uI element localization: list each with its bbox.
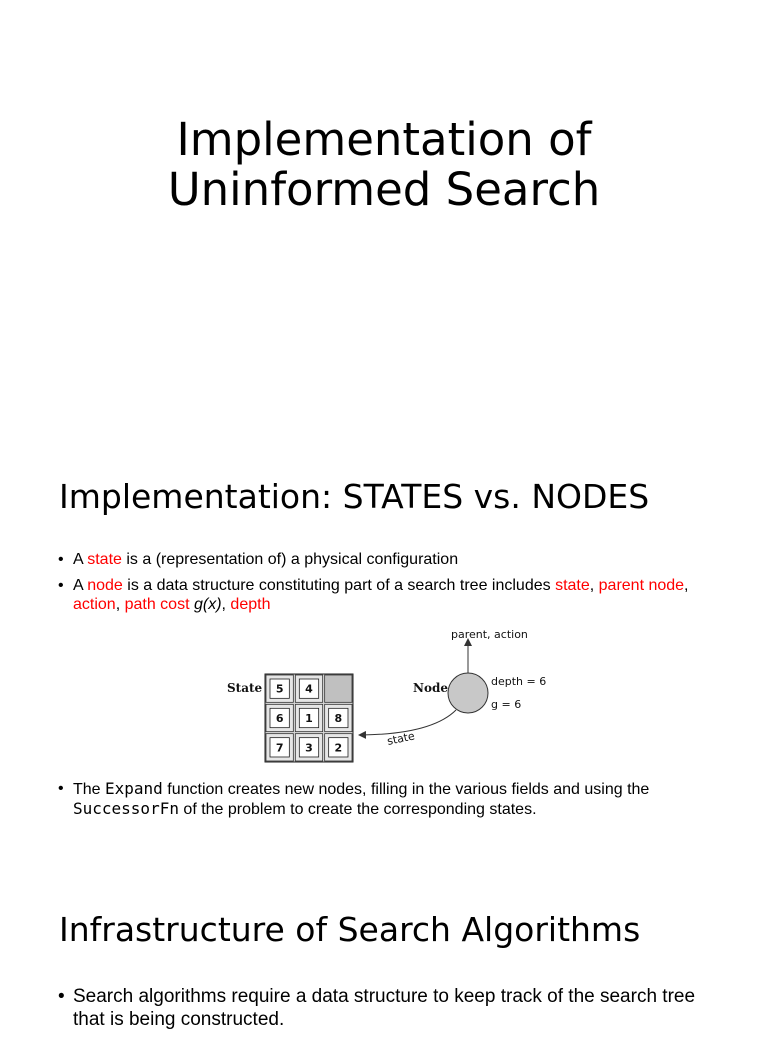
term-depth: depth — [230, 596, 271, 613]
tile-number: 2 — [334, 741, 343, 755]
states-nodes-bullets — [58, 550, 718, 621]
term-path-cost: path cost — [124, 596, 190, 613]
text-run: The — [73, 781, 106, 798]
text-run: , — [115, 596, 125, 613]
tile-number: 8 — [334, 711, 343, 725]
tile-number: 3 — [305, 741, 313, 755]
tile-number: 4 — [305, 682, 313, 696]
bullet-dot: • — [58, 986, 65, 1007]
bullet-state-definition — [58, 550, 718, 569]
g-label: g = 6 — [491, 698, 522, 711]
expand-bullets — [58, 779, 718, 826]
text-run: A — [73, 551, 88, 568]
bullet-text: Search algorithms require a data structure to keep track of the search tree that is being constructed. — [73, 986, 696, 1030]
slide-title-line2: Uninformed Search — [167, 163, 601, 216]
bullet-dot: • — [58, 551, 64, 568]
puzzle-grid — [265, 674, 353, 762]
tile-number: 7 — [275, 741, 284, 755]
node-circle — [448, 673, 488, 713]
text-run: function creates new nodes, filling in the various fields and using the — [162, 781, 650, 798]
text-run: is a (representation of) a physical configuration — [121, 551, 459, 568]
node-label: Node — [413, 681, 448, 695]
code-successorfn: SuccessorFn — [73, 799, 179, 818]
parent-action-label: parent, action — [451, 628, 528, 641]
slide-title-line1: Implementation of — [176, 113, 592, 166]
term-state: state — [87, 551, 122, 568]
tile-number: 6 — [275, 711, 284, 725]
term-action: action — [73, 596, 116, 613]
bullet-dot: • — [58, 577, 64, 594]
term-node: node — [87, 577, 123, 594]
bullet-expand-function — [58, 779, 718, 819]
blank-tile — [325, 675, 352, 702]
text-run: of the problem to create the corresponding states. — [178, 801, 537, 818]
bullet-node-definition — [58, 576, 718, 614]
bullet-dot: • — [58, 780, 64, 797]
section-heading-states-nodes: Implementation: STATES vs. NODES — [59, 477, 650, 516]
term-gx: g(x) — [189, 596, 222, 613]
term-state: state — [555, 577, 590, 594]
infrastructure-bullets — [58, 985, 718, 1038]
slide-title — [0, 115, 768, 215]
code-expand: Expand — [105, 779, 163, 798]
tile-number: 5 — [275, 682, 284, 696]
tile-number: 1 — [305, 711, 313, 725]
text-run: , — [589, 577, 599, 594]
text-run: , — [221, 596, 231, 613]
text-run: is a data structure constituting part of a search tree includes — [122, 577, 556, 594]
state-arrow-label: state — [385, 729, 416, 748]
depth-label: depth = 6 — [491, 675, 547, 688]
bullet-data-structure — [58, 985, 718, 1031]
state-label: State — [227, 681, 263, 695]
text-run: , — [684, 577, 689, 594]
section-heading-infrastructure: Infrastructure of Search Algorithms — [59, 910, 641, 949]
term-parent-node: parent node — [598, 577, 685, 594]
text-run: A — [73, 577, 88, 594]
state-node-diagram — [222, 622, 552, 767]
